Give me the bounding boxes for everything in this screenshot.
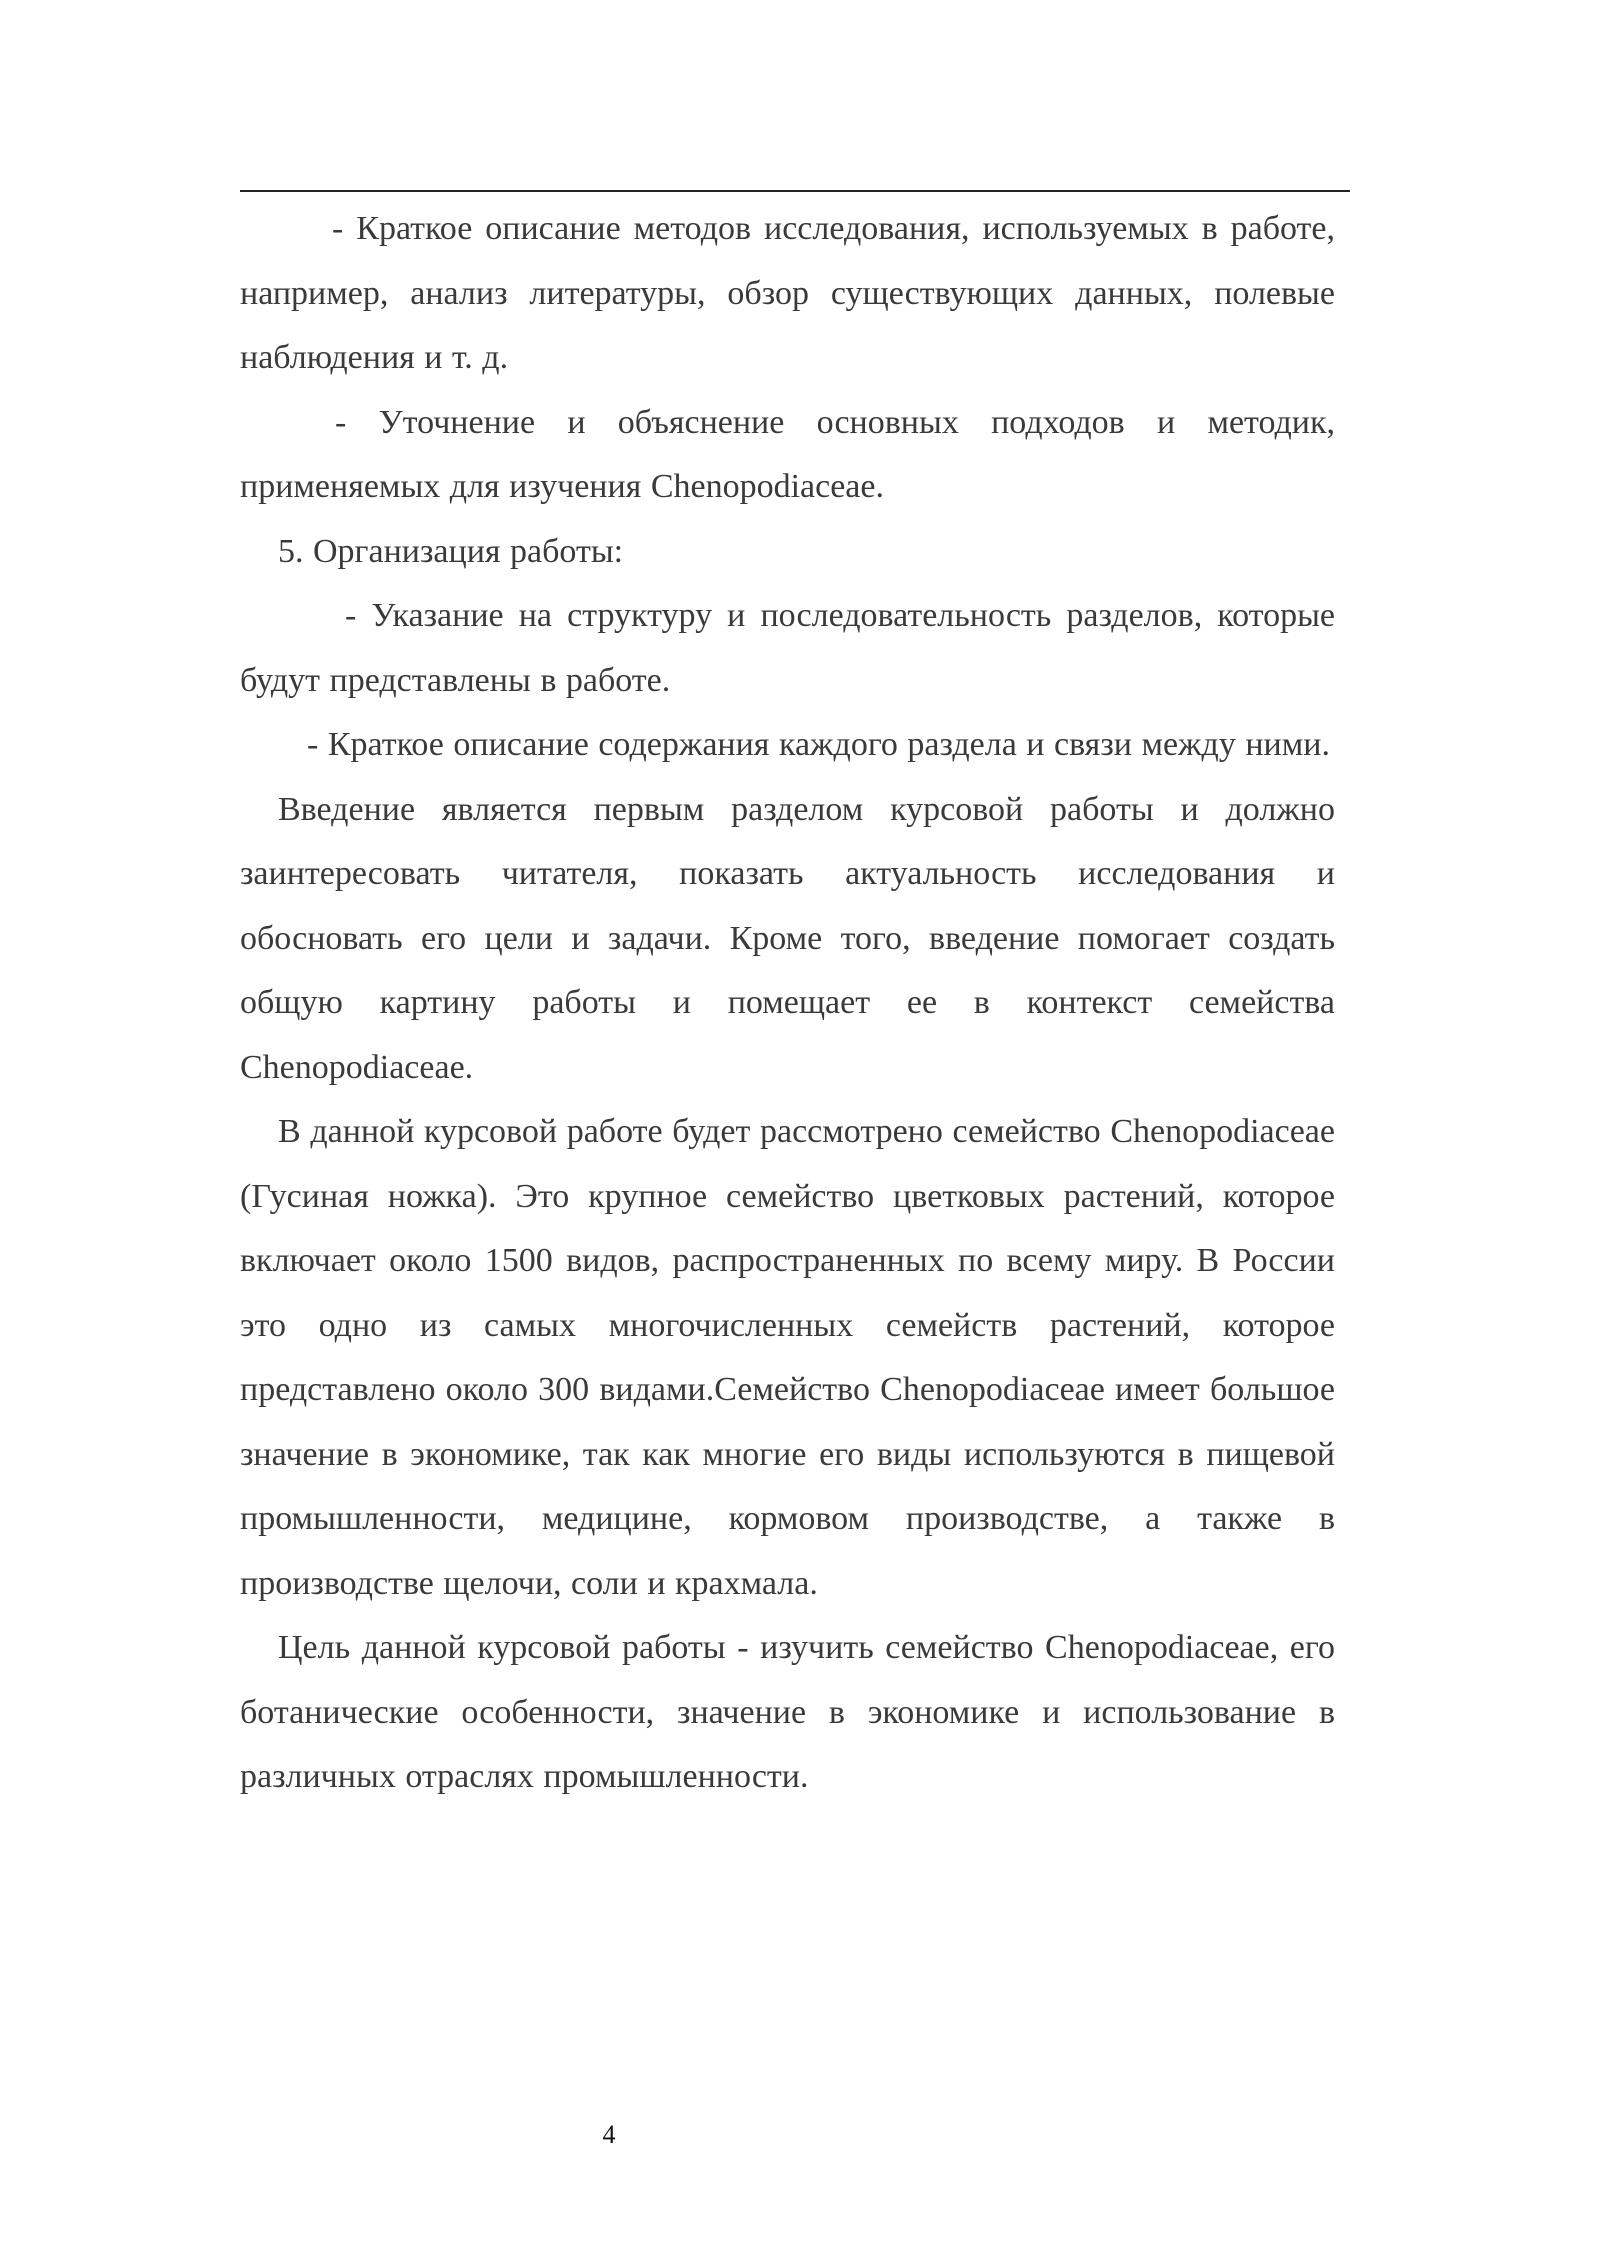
document-body (240, 197, 1335, 1810)
paragraph-introduction-role: Введение является первым разделом курсовой работы и должно заинтересовать читателя, показать актуальность исследования и обосновать его цели и задачи. Кроме того, введение помогает создать общую картину работы и помещает ее в контекст семейства Chenopodiaceae. (240, 790, 1335, 1086)
section-heading-organization: 5. Организация работы: (278, 532, 624, 570)
paragraph-structure-indication: - Указание на структуру и последовательность разделов, которые будут представлены в работе. (240, 597, 1335, 699)
header-rule (240, 190, 1350, 192)
paragraph-work-goal: Цель данной курсовой работы - изучить семейство Chenopodiaceae, его ботанические особенности, значение в экономике и использование в различных отраслях промышленности. (240, 1629, 1335, 1795)
paragraph-family-overview: В данной курсовой работе будет рассмотрено семейство Chenopodiaceae (Гусиная ножка). Это крупное семейство цветковых растений, которое включает около 1500 видов, распространенных по всему миру. В России это одно из самых многочисленных семейств растений, которое представлено около 300 видами.Семейство Chenopodiaceae имеет большое значение в экономике, так как многие его виды используются в пищевой промышленности, медицине, кормовом производстве, а также в производстве щелочи, соли и крахмала. (240, 1113, 1335, 1602)
paragraph-section-contents: - Краткое описание содержания каждого раздела и связи между ними. (307, 726, 1330, 763)
paragraph-methods-description: - Краткое описание методов исследования, используемых в работе, например, анализ литературы, обзор существующих данных, полевые наблюдения и т. д. (240, 210, 1335, 376)
paragraph-approaches-clarification: - Уточнение и объяснение основных подходов и методик, применяемых для изучения Chenopodiaceae. (240, 403, 1335, 505)
page-number: 4 (602, 2120, 616, 2149)
